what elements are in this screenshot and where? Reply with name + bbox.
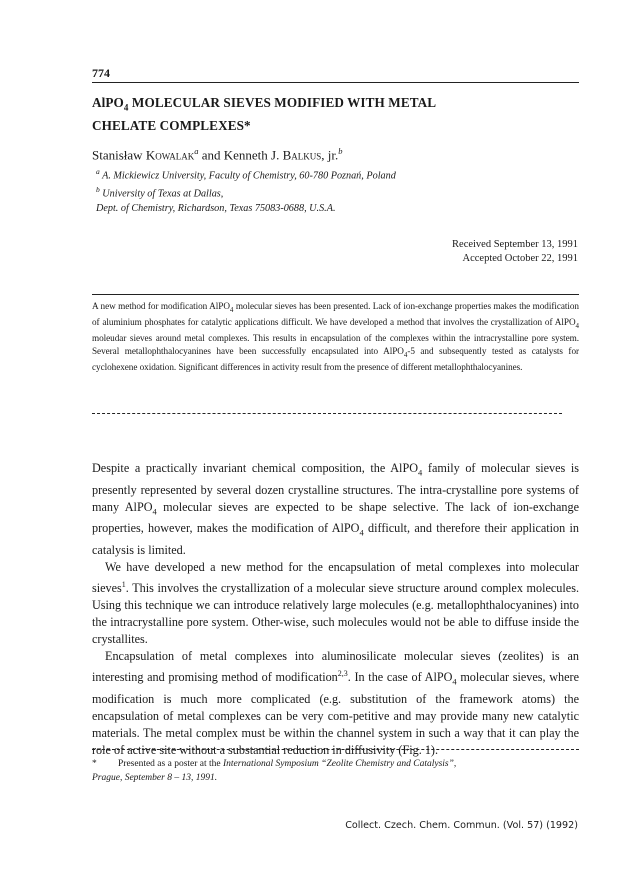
body-text <box>92 460 579 759</box>
paragraph-3: Encapsulation of metal complexes into aluminosilicate molecular sieves (zeolites) is an interesting and promising method of modification$^{2,3}$. In the case of AlPO$_4$ molecular sieves, where modification is much more complicated (e.g. substitution of the framework atoms) the encapsulation of metal complexes can be very com-petitive and may provide many new catalytic materials. The metal complex must be within the channel system in such a way that it can play the role of active site without a substantial reduction in diffusivity (Fig. 1). <box>92 649 579 758</box>
paragraph-2: We have developed a new method for the encapsulation of metal complexes into molecular sieves$^1$. This involves the crystallization of a molecular sieve structure around complex molecules. Using this technique we can introduce relatively large molecules (e.g. metallophthalocyanines) into the intracrystalline pore system. Other-wise, such molecules would not be able to diffuse inside the crystallites. <box>92 559 579 647</box>
footnote: * Presented as a poster at the International Symposium “Zeolite Chemistry and Catalysis”, Prague, September 8 – 13, 1991. <box>92 758 579 785</box>
abstract: A new method for modification AlPO$_4$ molecular sieves has been presented. Lack of ion-exchange properties makes the modification of aluminium phosphates for catalytic applications difficult. We have developed a method that involves the crystallization of AlPO$_4$ moleudar sieves around metal complexes. This results in encapsulation of the complexes within the intracrystalline pore system. Several metallophthalocyanines have been successfully encapsulated into AlPO$_4$-5 and subsequently tested as catalysts for cyclohexene oxidation. Significant differences in activity result from the presence of different metallophthalocyanines. <box>92 301 579 373</box>
affiliation-a: $^a$ A. Mickiewicz University, Faculty of Chemistry, 60-780 Poznań, Poland <box>96 167 396 182</box>
footnote-marker: * <box>92 759 97 769</box>
footnote-rule <box>92 749 579 750</box>
article-title: AlPO$_4$ MOLECULAR SIEVES MODIFIED WITH METAL CHELATE COMPLEXES* <box>92 95 437 133</box>
received-date: Received September 13, 1991 <box>452 239 578 250</box>
abstract-bottom-rule <box>92 413 562 414</box>
abstract-top-rule <box>92 294 579 295</box>
affiliations <box>96 165 396 216</box>
received-dates <box>452 238 578 266</box>
authors: Stanisław Kowalak$^a$ and Kenneth J. Balkus, jr.$^b$ <box>92 146 343 163</box>
affiliation-b: $^b$ University of Texas at Dallas, <box>96 185 224 200</box>
page-number: 774 <box>92 66 110 80</box>
footnote-event: Prague, September 8 – 13, 1991. <box>92 772 218 783</box>
header-rule <box>92 82 579 83</box>
paragraph-1: Despite a practically invariant chemical composition, the AlPO$_4$ family of molecular sieves is presently represented by several dozen crystalline structures. The intra-crystalline pore systems of many AlPO$_4$ molecular sieves are expected to be shape selective. The lack of ion-exchange properties, however, makes the modification of AlPO$_4$ difficult, and therefore their application in catalysis is limited. <box>92 461 580 557</box>
accepted-date: Accepted October 22, 1991 <box>462 253 578 264</box>
affiliation-b-dept: Dept. of Chemistry, Richardson, Texas 75083-0688, U.S.A. <box>96 202 336 214</box>
journal-citation: Collect. Czech. Chem. Commun. (Vol. 57) (1992) <box>345 820 578 831</box>
